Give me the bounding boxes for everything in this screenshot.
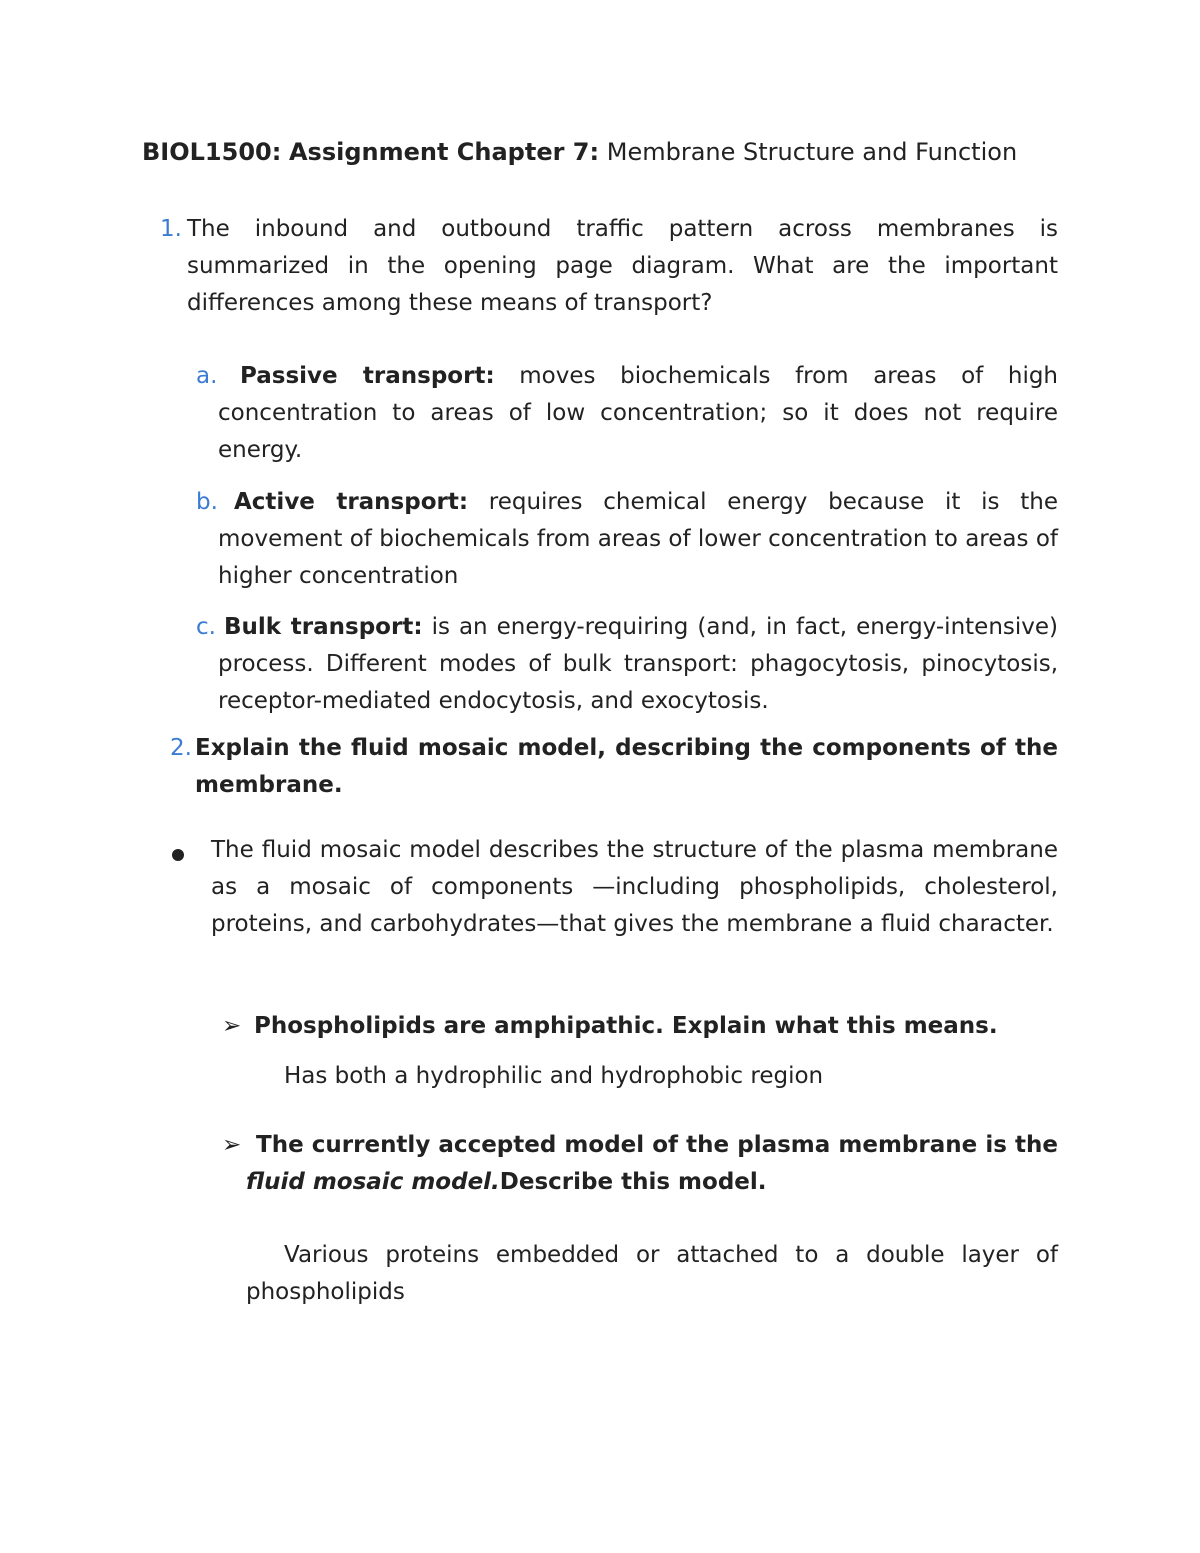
item-a-term: Passive transport: <box>240 363 495 389</box>
item-c-text <box>218 609 1058 720</box>
item-c-letter: c. <box>196 614 216 640</box>
item-b-letter: b. <box>196 489 218 515</box>
item-b-term: Active transport: <box>234 489 469 515</box>
item-b-body: requires chemical energy because it is the movement of biochemicals from areas of lower concentration to areas of higher concentration <box>218 489 1058 589</box>
item-a-body: moves biochemicals from areas of high concentration to areas of low concentration; so it does not require energy. <box>218 363 1059 463</box>
page-title <box>142 134 1102 171</box>
question-1-number: 1. <box>160 216 182 242</box>
title-topic: Membrane Structure and Function <box>606 138 1018 166</box>
course-code: BIOL1500: <box>142 138 282 166</box>
sub-question-2-start: The currently accepted model of the plasma membrane is the <box>256 1132 1058 1158</box>
sub-question-1 <box>254 1008 1066 1045</box>
answer-2: Various proteins embedded or attached to a double layer of phospholipids <box>246 1242 1058 1305</box>
question-1-text: The inbound and outbound traffic pattern across membranes is summarized in the opening page diagram. What are the important differences among these means of transport? <box>187 216 1058 316</box>
bullet-dot-icon <box>172 849 184 861</box>
sub-question-2 <box>246 1127 1058 1201</box>
item-c-body: is an energy-requiring (and, in fact, energy-intensive) process. Different modes of bulk transport: phagocytosis, pinocytosis, receptor-mediated endocytosis, and exocytosis. <box>218 614 1058 714</box>
question-2-bold: Explain the fluid mosaic model, describing the components of the membrane. <box>195 735 1058 798</box>
answer-1: Has both a hydrophilic and hydrophobic region <box>284 1063 824 1089</box>
item-a-text <box>218 358 1058 469</box>
item-a-letter: a. <box>196 363 218 389</box>
question-2-number: 2. <box>170 735 192 761</box>
item-b-text <box>218 484 1058 595</box>
item-c-term: Bulk transport: <box>224 614 423 640</box>
sub-question-2-end: Describe this model. <box>499 1169 767 1195</box>
sub-question-2-italic: fluid mosaic model. <box>246 1169 500 1195</box>
sub-question-1-bold: Phospholipids are amphipathic. Explain what this means. <box>254 1013 998 1039</box>
arrow-2-icon: ➢ <box>222 1132 242 1158</box>
arrow-1-icon: ➢ <box>222 1013 242 1039</box>
assignment-label: Assignment Chapter 7: <box>288 138 600 166</box>
bullet-text: The fluid mosaic model describes the structure of the plasma membrane as a mosaic of components —including phospholipids, cholesterol, proteins, and carbohydrates—that gives the membrane a fluid character. <box>211 837 1058 937</box>
question-2-text <box>195 730 1058 804</box>
